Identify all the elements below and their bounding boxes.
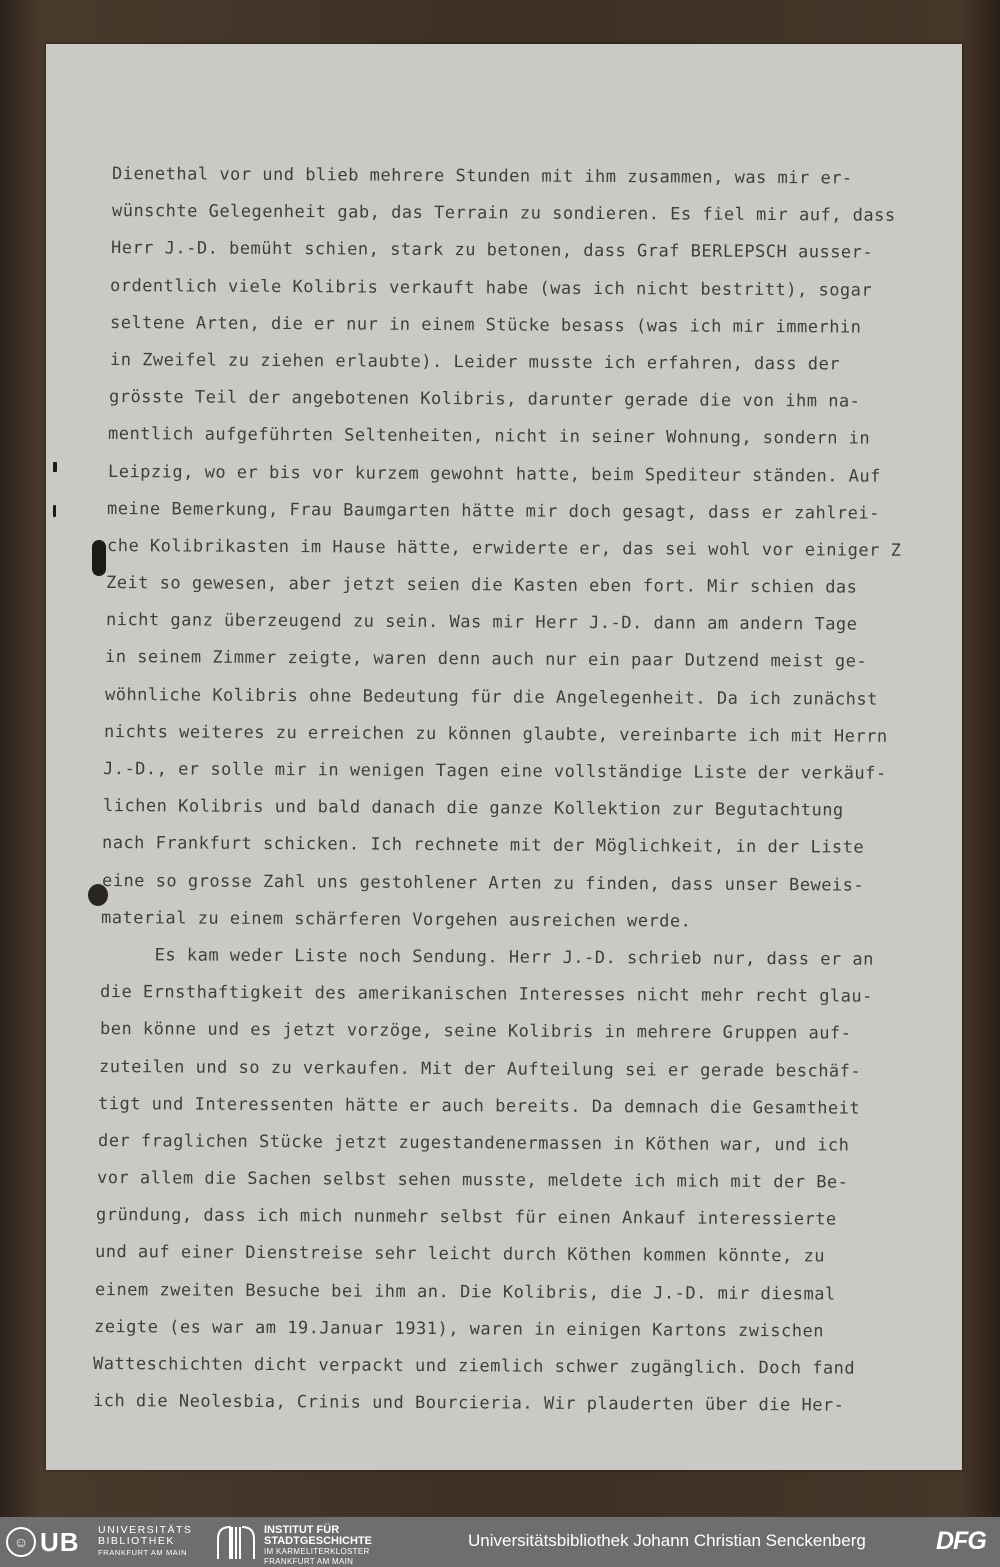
typewritten-text [92, 156, 960, 1420]
isg-line-1: INSTITUT FÜR [264, 1524, 340, 1536]
text-line: mentlich aufgeführten Seltenheiten, nicht in seiner Wohnung, sondern in [107, 424, 871, 449]
text-line: seltene Arten, die er nur in einem Stücke besass (was ich mir immerhin [109, 312, 862, 338]
isg-logo-text [264, 1525, 372, 1567]
text-line: der fraglichen Stücke jetzt zugestandenermassen in Köthen war, und ich [97, 1130, 850, 1156]
text-line: und auf einer Dienstreise sehr leicht durch Köthen kommen könnte, zu [94, 1242, 826, 1267]
text-line: Dienethal vor und blieb mehrere Stunden mit ihm zusammen, was mir er- [111, 164, 853, 189]
text-line: lichen Kolibris und bald danach die ganze Kollektion zur Begutachtung [102, 796, 844, 821]
portrait-icon: ☺ [6, 1527, 36, 1557]
ub-logo[interactable] [6, 1525, 80, 1559]
isg-line-3: IM KARMELITERKLOSTER [264, 1547, 370, 1556]
text-line: zuteilen und so zu verkaufen. Mit der Aufteilung sei er gerade beschäf- [98, 1056, 862, 1082]
text-line: zeigte (es war am 19.Januar 1931), waren in einigen Kartons zwischen [93, 1316, 825, 1342]
text-line: ich die Neolesbia, Crinis und Bourcieria. Wir plauderten über die Her- [92, 1391, 845, 1416]
text-line: material zu einem schärferen Vorgehen ausreichen werde. [100, 907, 692, 932]
margin-tick [53, 462, 57, 472]
text-line: Zeit so gewesen, aber jetzt seien die Kasten eben fort. Mir schien das [105, 573, 858, 598]
text-line: wöhnliche Kolibris ohne Bedeutung für die Angelegenheit. Da ich zunächst [104, 684, 878, 710]
ub-line-2: BIBLIOTHEK [98, 1535, 175, 1547]
text-line: nicht ganz überzeugend zu sein. Was mir Herr J.-D. dann am andern Tage [105, 610, 858, 635]
text-line: in Zweifel zu ziehen erlaubte). Leider musste ich erfahren, dass der [109, 349, 841, 375]
text-line: Watteschichten dicht verpackt und ziemlich schwer zugänglich. Doch fand [92, 1354, 856, 1379]
ub-line-3: FRANKFURT AM MAIN [98, 1548, 188, 1557]
text-line: gründung, dass ich mich nunmehr selbst für einen Ankauf interessierte [95, 1205, 837, 1230]
dfg-logo[interactable]: DFG [936, 1527, 986, 1555]
isg-line-4: FRANKFURT AM MAIN [264, 1557, 354, 1566]
text-line: ben könne und es jetzt vorzöge, seine Kolibris in mehrere Gruppen auf- [99, 1019, 852, 1044]
text-line: Herr J.-D. bemüht schien, stark zu betonen, dass Graf BERLEPSCH ausser- [110, 238, 874, 264]
columns-icon[interactable] [216, 1525, 256, 1559]
text-line: Leipzig, wo er bis vor kurzem gewohnt hatte, beim Spediteur ständen. Auf [107, 461, 881, 487]
text-line: ordentlich viele Kolibris verkauft habe (was ich nicht bestritt), sogar [109, 275, 873, 301]
margin-tick [53, 505, 56, 517]
text-line: in seinem Zimmer zeigte, waren denn auch nur ein paar Dutzend meist ge- [104, 647, 868, 673]
ub-logo-text [98, 1525, 192, 1558]
text-line: vor allem die Sachen selbst sehen musste, meldete ich mich mit der Be- [96, 1168, 849, 1193]
text-line: che Kolibrikasten im Hause hätte, erwiderte er, das sei wohl vor einiger Z [106, 535, 902, 561]
text-line: grösste Teil der angebotenen Kolibris, darunter gerade die von ihm na- [108, 387, 861, 412]
text-line: J.-D., er solle mir in wenigen Tagen eine vollständige Liste der verkäuf- [102, 759, 887, 784]
text-line: die Ernsthaftigkeit des amerikanischen Interesses nicht mehr recht glau- [99, 982, 873, 1007]
text-line: eine so grosse Zahl uns gestohlener Arten zu finden, dass unser Beweis- [101, 870, 865, 896]
text-line: Es kam weder Liste noch Sendung. Herr J.-D. schrieb nur, dass er an [100, 944, 874, 970]
isg-line-2: STADTGESCHICHTE [264, 1535, 372, 1547]
library-title[interactable]: Universitätsbibliothek Johann Christian Senckenberg [468, 1531, 866, 1550]
text-line: tigt und Interessenten hätte er auch bereits. Da demnach die Gesamtheit [97, 1093, 861, 1119]
text-line: wünschte Gelegenheit gab, das Terrain zu sondieren. Es fiel mir auf, dass [111, 201, 896, 226]
ub-logo-letters: UB [40, 1526, 80, 1557]
text-line: einem zweiten Besuche bei ihm an. Die Kolibris, die J.-D. mir diesmal [94, 1279, 836, 1305]
footer-bar [0, 1517, 1000, 1567]
text-line: nichts weiteres zu erreichen zu können glaubte, vereinbarte ich mit Herrn [103, 721, 888, 747]
text-line: nach Frankfurt schicken. Ich rechnete mit der Möglichkeit, in der Liste [101, 833, 865, 859]
text-line: meine Bemerkung, Frau Baumgarten hätte mir doch gesagt, dass er zahlrei- [106, 498, 880, 524]
ub-line-1: UNIVERSITÄTS [98, 1524, 193, 1536]
